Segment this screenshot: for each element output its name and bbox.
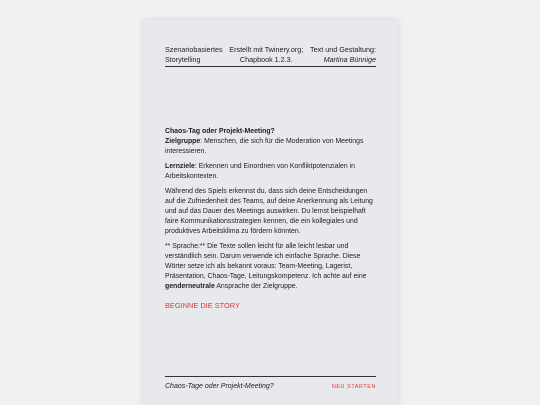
story-content: [165, 127, 376, 312]
header-left: [165, 45, 223, 65]
goals-label: Lernziele: [165, 163, 195, 170]
story-page: [143, 20, 398, 405]
description-paragraph: Während des Spiels erkennst du, dass sich deine Entscheidungen auf die Zufriedenheit des Teams, auf deine Anerkennung als Leitung und auf das Dauer des Meetings auswirken. Du lernst beispielhaft faire Kommunikationsstrategien kennen, die ein kollegiales und produktives Arbeitsklima zu fördern könnten.: [165, 188, 373, 235]
goals-block: [165, 162, 376, 182]
restart-button[interactable]: NEU STARTEN: [331, 384, 376, 390]
language-end: Ansprache der Zielgruppe.: [214, 283, 298, 290]
header-left-line2: Storytelling: [165, 55, 201, 64]
story-title: Chaos-Tag oder Projekt-Meeting?: [165, 128, 275, 135]
header-right: [310, 45, 376, 65]
language-block: [165, 242, 376, 292]
start-story-link[interactable]: BEGINNE DIE STORY: [165, 301, 240, 310]
footer-title: Chaos-Tage oder Projekt-Meeting?: [165, 383, 274, 390]
language-bold: genderneutrale: [165, 283, 215, 290]
header-author: Martina Bünnige: [323, 55, 376, 64]
header-left-line1: Szenariobasiertes: [165, 45, 223, 54]
header-center-line2: Chapbook 1.2.3.: [239, 55, 293, 64]
target-text: : Menschen, die sich für die Moderation von Meetings interessieren.: [165, 138, 364, 155]
header-center-line1: Erstellt mit Twinery.org;: [229, 45, 304, 54]
header-center: [229, 45, 303, 65]
goals-text: : Erkennen und Einordnen von Konfliktpotenzialen in Arbeitskontexten.: [165, 163, 356, 180]
intro-block: [165, 127, 376, 157]
header: [165, 45, 376, 67]
header-right-line1: Text und Gestaltung:: [310, 45, 376, 54]
target-label: Zielgruppe: [165, 138, 201, 145]
language-text: ** Sprache:** Die Texte sollen leicht für alle leicht lesbar und verständlich sein. Darum verwende ich einfache Sprache. Diese Wörter setze ich als bekannt voraus: Team-Meeting, Lagerist, Präsentation, Chaos-Tage, Leitungskompetenz. Ich achte auf eine: [165, 243, 367, 280]
footer: [165, 376, 376, 392]
